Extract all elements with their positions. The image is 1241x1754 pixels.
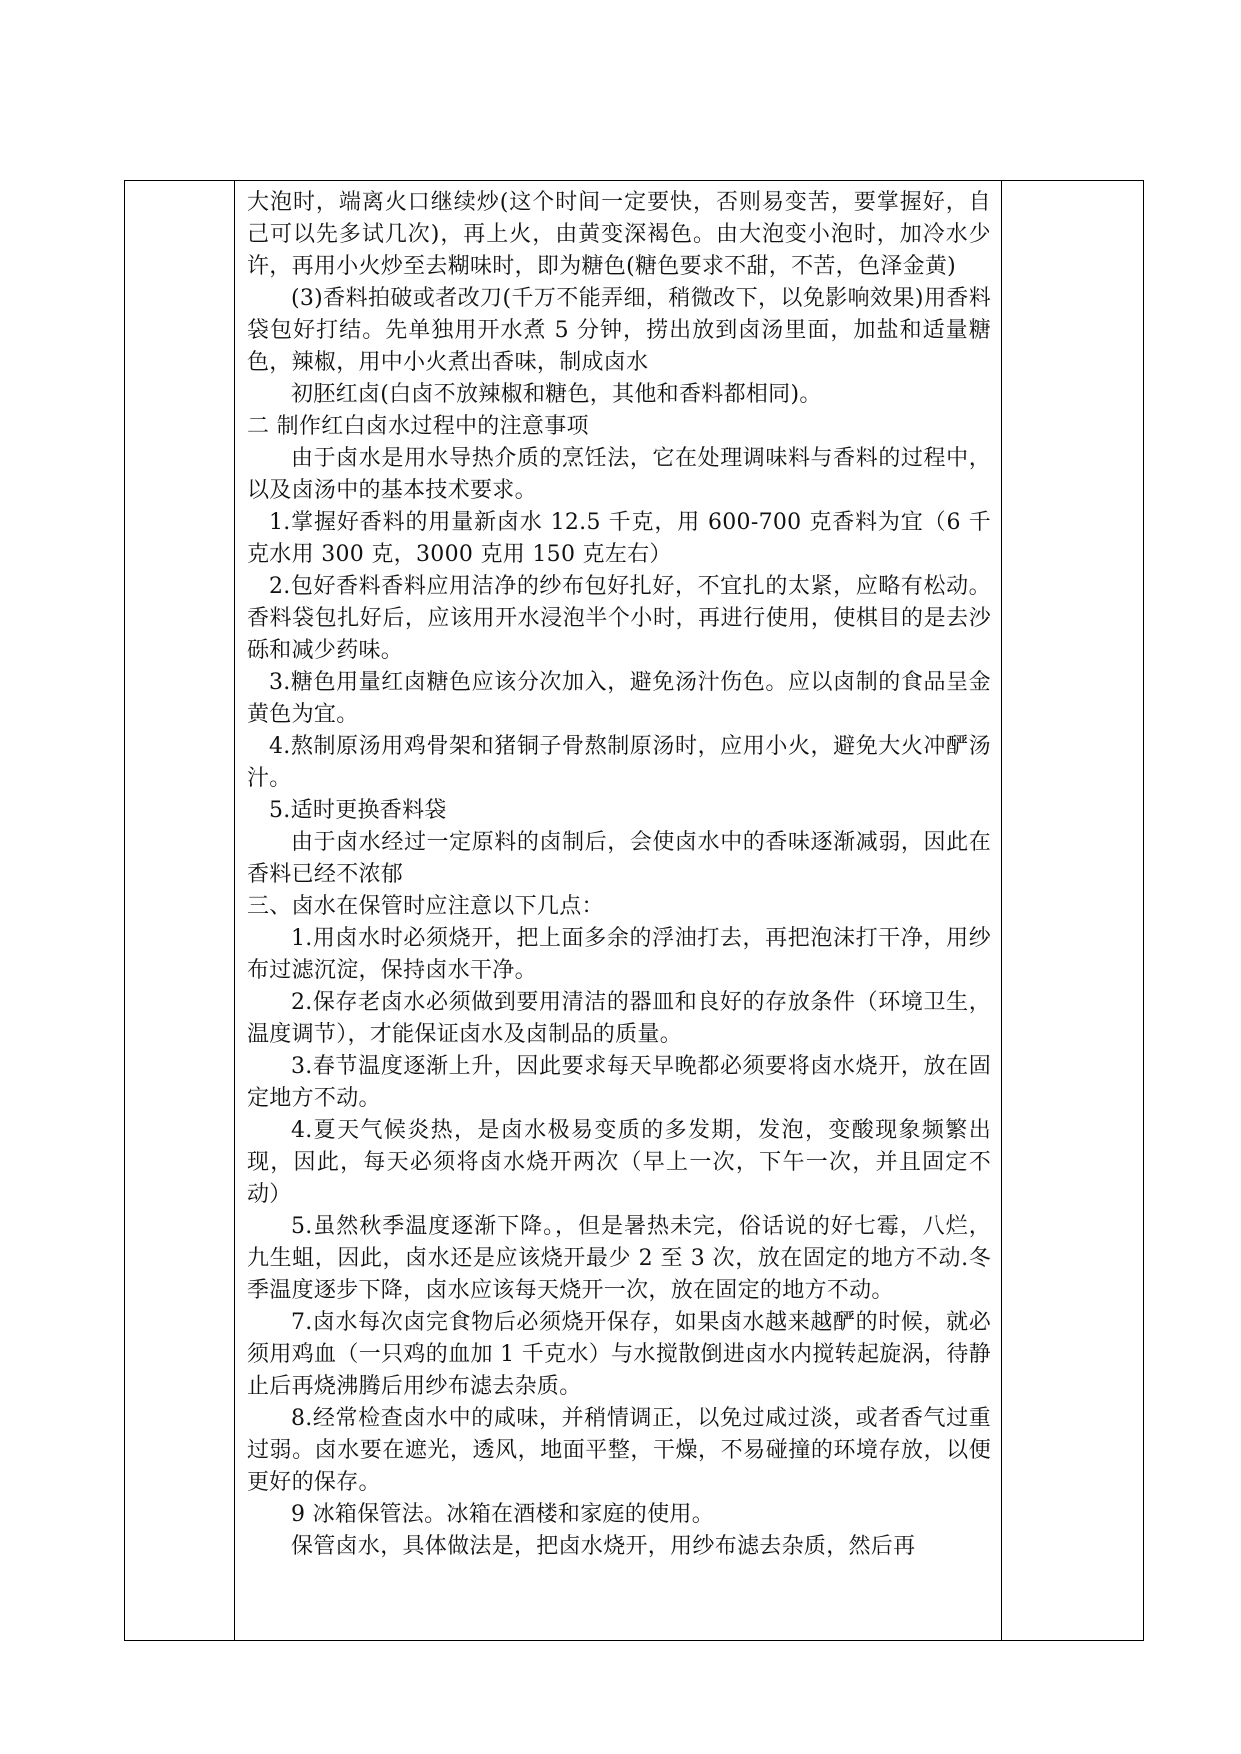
- paragraph: 保管卤水，具体做法是，把卤水烧开，用纱布滤去杂质，然后再: [291, 1534, 916, 1559]
- list-item: 4.熬制原汤用鸡骨架和猪铜子骨熬制原汤时，应用小火，避免大火冲酽汤汁。: [247, 734, 991, 791]
- list-item: 8.经常检查卤水中的咸味，并稍情调正，以免过咸过淡，或者香气过重过弱。卤水要在遮光，透风，地面平整，干燥，不易碰撞的环境存放，以便更好的保存。: [247, 1406, 991, 1495]
- document-table: [124, 180, 1144, 1641]
- paragraph: 初胚红卤(白卤不放辣椒和糖色，其他和香料都相同)。: [291, 382, 822, 407]
- list-item: 2.包好香料香料应用洁净的纱布包好扎好，不宜扎的太紧，应略有松动。香料袋包扎好后，应该用开水浸泡半个小时，再进行使用，使棋目的是去沙砾和减少药味。: [247, 574, 991, 663]
- list-item: 3.糖色用量红卤糖色应该分次加入，避免汤汁伤色。应以卤制的食品呈金黄色为宜。: [247, 670, 991, 727]
- section-heading: 三、卤水在保管时应注意以下几点：: [247, 894, 604, 919]
- list-item: 4.夏天气候炎热，是卤水极易变质的多发期，发泡，变酸现象频繁出现，因此，每天必须将卤水烧开两次（早上一次，下午一次，并且固定不动）: [247, 1118, 991, 1207]
- paragraph: 由于卤水是用水导热介质的烹饪法，它在处理调味料与香料的过程中，以及卤汤中的基本技术要求。: [247, 446, 991, 503]
- paragraph: 大泡时，端离火口继续炒(这个时间一定要快，否则易变苦，要掌握好，自己可以先多试几次)，再上火，由黄变深褐色。由大泡变小泡时，加冷水少许，再用小火炒至去糊味时，即为糖色(糖色要求不甜，不苦，色泽金黄): [247, 190, 991, 279]
- list-item: 5.虽然秋季温度逐渐下降。，但是暑热未完，俗话说的好七霉，八烂，九生蛆，因此，卤水还是应该烧开最少 2 至 3 次，放在固定的地方不动.冬季温度逐步下降，卤水应该每天烧开一次，放在固定的地方不动。: [247, 1214, 991, 1303]
- list-item: 1.用卤水时必须烧开，把上面多余的浮油打去，再把泡沫打干净，用纱布过滤沉淀，保持卤水干净。: [247, 926, 991, 983]
- left-column-cell: [125, 181, 235, 1640]
- right-column-cell: [1002, 181, 1143, 1640]
- list-item: 9 冰箱保管法。冰箱在酒楼和家庭的使用。: [291, 1502, 714, 1527]
- list-item: 2.保存老卤水必须做到要用清洁的器皿和良好的存放条件（环境卫生，温度调节），才能保证卤水及卤制品的质量。: [247, 990, 991, 1047]
- list-item: 5.适时更换香料袋: [269, 798, 447, 823]
- list-item: 7.卤水每次卤完食物后必须烧开保存，如果卤水越来越酽的时候，就必须用鸡血（一只鸡的血加 1 千克水）与水搅散倒进卤水内搅转起旋涡，待静止后再烧沸腾后用纱布滤去杂质。: [247, 1310, 991, 1399]
- section-heading: 二 制作红白卤水过程中的注意事项: [247, 414, 589, 439]
- list-item: 3.春节温度逐渐上升，因此要求每天早晚都必须要将卤水烧开，放在固定地方不动。: [247, 1054, 991, 1111]
- content-column-cell: [235, 181, 1002, 1640]
- list-item: 1.掌握好香料的用量新卤水 12.5 千克，用 600-700 克香料为宜（6 千克水用 300 克，3000 克用 150 克左右）: [247, 510, 991, 567]
- paragraph: 由于卤水经过一定原料的卤制后，会使卤水中的香味逐渐减弱，因此在香料已经不浓郁: [247, 830, 991, 887]
- paragraph: (3)香料拍破或者改刀(千万不能弄细，稍微改下，以免影响效果)用香料袋包好打结。先单独用开水煮 5 分钟，捞出放到卤汤里面，加盐和适量糖色，辣椒，用中小火煮出香味，制成卤水: [247, 286, 991, 375]
